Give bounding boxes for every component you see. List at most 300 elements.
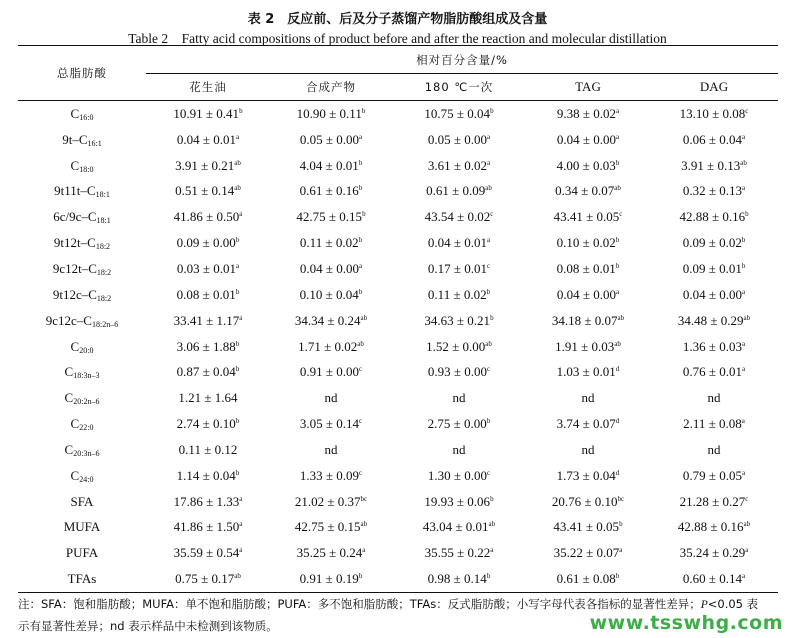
cell-value: 0.05 ± 0.00 xyxy=(427,131,488,147)
cell-value: 1.03 ± 0.01 xyxy=(556,364,616,380)
cell-value: 33.41 ± 1.17 xyxy=(173,312,240,328)
table-row xyxy=(18,540,778,566)
cell-value: 0.03 ± 0.01 xyxy=(176,260,237,276)
cell-value: 0.09 ± 0.01 xyxy=(682,260,742,276)
table-cell xyxy=(270,334,392,360)
table-row xyxy=(18,308,778,334)
header-col-180c-once: 180 ℃一次 xyxy=(392,74,526,101)
cell-value: 20.76 ± 0.10 xyxy=(551,493,618,509)
significance-letter: c xyxy=(359,417,363,426)
cell-value: 0.17 ± 0.01 xyxy=(427,260,488,276)
row-label xyxy=(18,411,146,437)
significance-letter: b xyxy=(490,494,494,503)
cell-value: 35.22 ± 0.07 xyxy=(553,545,620,561)
table-cell xyxy=(392,179,526,205)
table-cell xyxy=(650,566,778,592)
cell-value: 0.11 ± 0.12 xyxy=(178,441,238,457)
table-cell xyxy=(146,334,270,360)
row-label-name: 9t–C xyxy=(62,131,88,147)
cell-value: 1.21 ± 1.64 xyxy=(178,390,238,406)
table-cell xyxy=(146,101,270,127)
significance-letter: a xyxy=(239,546,243,555)
table-row xyxy=(18,334,778,360)
table-cell xyxy=(526,359,650,385)
table-cell xyxy=(270,540,392,566)
significance-letter: b xyxy=(235,468,240,477)
table-cell xyxy=(146,256,270,282)
row-label-name: PUFA xyxy=(65,545,99,561)
table-cell xyxy=(650,308,778,334)
significance-letter: ab xyxy=(740,158,747,167)
significance-letter: a xyxy=(741,417,745,426)
row-label xyxy=(18,204,146,230)
cell-value: 35.59 ± 0.54 xyxy=(173,545,240,561)
row-label-subscript: 20:2n–6 xyxy=(73,397,100,407)
table-cell xyxy=(392,411,526,437)
table-cell xyxy=(146,540,270,566)
row-label-name: C xyxy=(64,364,74,380)
significance-letter: ab xyxy=(234,184,241,193)
cell-value: 0.08 ± 0.01 xyxy=(176,286,236,302)
significance-letter: a xyxy=(359,261,363,270)
table-cell xyxy=(146,359,270,385)
significance-letter: a xyxy=(619,546,623,555)
table-cell xyxy=(650,411,778,437)
table-row xyxy=(18,153,778,179)
header-col-peanut-oil: 花生油 xyxy=(146,74,270,101)
cell-value: 13.10 ± 0.08 xyxy=(679,105,746,121)
cell-value: nd xyxy=(324,390,338,406)
cell-value: 3.06 ± 1.88 xyxy=(176,338,236,354)
table-cell xyxy=(526,153,650,179)
cell-value: 10.75 ± 0.04 xyxy=(424,105,491,121)
cell-value: 2.75 ± 0.00 xyxy=(427,416,487,432)
row-label-name: 9t11t–C xyxy=(54,183,96,199)
row-label-subscript: 18:3n–3 xyxy=(73,371,100,381)
table-cell xyxy=(650,256,778,282)
cell-value: 10.90 ± 0.11 xyxy=(296,105,362,121)
cell-value: 34.18 ± 0.07 xyxy=(551,312,618,328)
table-cell xyxy=(526,127,650,153)
significance-letter: b xyxy=(486,572,491,581)
significance-letter: b xyxy=(615,158,620,167)
row-label xyxy=(18,489,146,515)
row-label xyxy=(18,334,146,360)
table-cell xyxy=(270,179,392,205)
row-label xyxy=(18,101,146,127)
significance-letter: ab xyxy=(485,339,492,348)
cell-value: 0.76 ± 0.01 xyxy=(682,364,743,380)
table-cell xyxy=(270,437,392,463)
table-cell xyxy=(392,489,526,515)
row-label-name: C xyxy=(70,157,80,173)
cell-value: 21.02 ± 0.37 xyxy=(294,493,361,509)
cell-value: nd xyxy=(324,441,338,457)
table-cell xyxy=(526,515,650,541)
significance-letter: c xyxy=(487,365,491,374)
table-cell xyxy=(392,256,526,282)
row-label xyxy=(18,566,146,592)
table-cell xyxy=(526,230,650,256)
table-cell xyxy=(392,204,526,230)
cell-value: 10.91 ± 0.41 xyxy=(173,105,240,121)
table-cell xyxy=(650,127,778,153)
cell-value: 42.88 ± 0.16 xyxy=(677,519,744,535)
table-cell xyxy=(650,359,778,385)
row-label-subscript: 16:1 xyxy=(87,138,102,148)
table-cell xyxy=(526,256,650,282)
table-cell xyxy=(392,153,526,179)
row-label xyxy=(18,359,146,385)
cell-value: 2.11 ± 0.08 xyxy=(683,416,742,432)
cell-value: 0.91 ± 0.19 xyxy=(299,571,359,587)
table-cell xyxy=(392,127,526,153)
table-cell xyxy=(146,179,270,205)
fatty-acid-table xyxy=(18,45,778,593)
table-row xyxy=(18,127,778,153)
significance-letter: b xyxy=(358,158,363,167)
row-label-name: C xyxy=(64,390,74,406)
cell-value: 1.52 ± 0.00 xyxy=(426,338,486,354)
table-cell xyxy=(650,282,778,308)
significance-letter: a xyxy=(239,313,243,322)
significance-letter: a xyxy=(742,339,746,348)
table-cell xyxy=(270,489,392,515)
row-label xyxy=(18,308,146,334)
table-cell xyxy=(650,101,778,127)
significance-letter: ab xyxy=(234,158,241,167)
significance-letter: a xyxy=(239,520,243,529)
table-row xyxy=(18,463,778,489)
cell-value: 0.11 ± 0.02 xyxy=(299,235,359,251)
cell-value: 1.30 ± 0.00 xyxy=(427,467,488,483)
row-label-subscript: 20:0 xyxy=(79,345,94,355)
cell-value: 4.04 ± 0.01 xyxy=(299,157,359,173)
cell-value: 0.04 ± 0.00 xyxy=(556,286,617,302)
row-label-subscript: 18:2 xyxy=(95,242,111,252)
cell-value: 3.91 ± 0.21 xyxy=(175,157,235,173)
row-label-subscript: 18:0 xyxy=(79,164,94,174)
table-cell xyxy=(146,204,270,230)
table-title-en: Table 2 Fatty acid compositions of product before and after the reaction and molecular distillation xyxy=(128,31,667,46)
table-cell xyxy=(146,437,270,463)
significance-letter: c xyxy=(487,468,491,477)
table-row xyxy=(18,411,778,437)
significance-letter: b xyxy=(615,261,620,270)
significance-letter: b xyxy=(745,210,749,219)
cell-value: 3.05 ± 0.14 xyxy=(299,416,360,432)
significance-letter: a xyxy=(616,106,620,115)
table-cell xyxy=(146,411,270,437)
table-cell xyxy=(270,282,392,308)
significance-letter: b xyxy=(486,287,491,296)
cell-value: 0.79 ± 0.05 xyxy=(682,467,743,483)
cell-value: 3.61 ± 0.02 xyxy=(427,157,488,173)
table-row xyxy=(18,230,778,256)
cell-value: 0.09 ± 0.00 xyxy=(176,235,236,251)
table-cell xyxy=(270,308,392,334)
significance-letter: ab xyxy=(614,339,621,348)
row-label xyxy=(18,437,146,463)
row-label-subscript: 24:0 xyxy=(79,474,94,484)
significance-letter: c xyxy=(745,106,749,115)
cell-value: 0.11 ± 0.02 xyxy=(427,286,487,302)
cell-value: nd xyxy=(581,390,595,406)
row-label-subscript: 18:1 xyxy=(95,190,110,200)
cell-value: 0.05 ± 0.00 xyxy=(299,131,360,147)
cell-value: 0.04 ± 0.00 xyxy=(682,286,743,302)
table-cell xyxy=(392,540,526,566)
row-label-name: 6c/9c–C xyxy=(53,209,97,225)
cell-value: 1.71 ± 0.02 xyxy=(298,338,358,354)
cell-value: 34.63 ± 0.21 xyxy=(424,312,491,328)
table-row xyxy=(18,282,778,308)
footnote-text-3: 示有显著性差异；nd 表示样品中未检测到该物质。 xyxy=(18,619,278,633)
cell-value: 0.10 ± 0.04 xyxy=(299,286,359,302)
significance-letter: b xyxy=(619,520,623,529)
significance-letter: b xyxy=(358,287,363,296)
significance-letter: c xyxy=(359,468,363,477)
row-label-subscript: 18:1 xyxy=(96,216,111,226)
significance-letter: a xyxy=(236,261,240,270)
table-cell xyxy=(270,359,392,385)
table-cell xyxy=(650,540,778,566)
table-cell xyxy=(650,153,778,179)
significance-letter: ab xyxy=(614,184,621,193)
table-row xyxy=(18,101,778,127)
table-cell xyxy=(650,463,778,489)
significance-letter: d xyxy=(615,417,620,426)
site-watermark: www.tsswhg.com xyxy=(589,612,783,634)
significance-letter: c xyxy=(619,210,623,219)
header-col-tag: TAG xyxy=(526,74,650,101)
significance-letter: a xyxy=(616,287,620,296)
table-cell xyxy=(270,463,392,489)
significance-letter: b xyxy=(358,184,363,193)
significance-letter: ab xyxy=(743,520,751,529)
table-cell xyxy=(526,308,650,334)
cell-value: 0.04 ± 0.00 xyxy=(556,131,617,147)
table-row xyxy=(18,515,778,541)
significance-letter: b xyxy=(615,236,620,245)
table-cell xyxy=(146,153,270,179)
row-label xyxy=(18,540,146,566)
significance-letter: b xyxy=(358,236,363,245)
table-cell xyxy=(146,463,270,489)
table-cell xyxy=(526,411,650,437)
table-row xyxy=(18,204,778,230)
significance-letter: a xyxy=(742,365,746,374)
cell-value: 21.28 ± 0.27 xyxy=(679,493,746,509)
significance-letter: ab xyxy=(743,313,751,322)
footnote-p-symbol: P xyxy=(700,599,708,611)
row-label xyxy=(18,385,146,411)
significance-letter: d xyxy=(615,365,620,374)
cell-value: 1.36 ± 0.03 xyxy=(682,338,743,354)
table-row xyxy=(18,385,778,411)
table-cell xyxy=(270,566,392,592)
significance-letter: ab xyxy=(617,313,625,322)
significance-letter: b xyxy=(235,365,240,374)
cell-value: 42.88 ± 0.16 xyxy=(679,209,746,225)
significance-letter: b xyxy=(361,106,366,115)
header-relative-content: 相对百分含量/% xyxy=(146,46,778,74)
row-label-name: C xyxy=(70,416,80,432)
table-cell xyxy=(650,230,778,256)
row-label-subscript: 18:2 xyxy=(96,267,112,277)
table-cell xyxy=(650,515,778,541)
significance-letter: a xyxy=(487,132,491,141)
header-col-dag: DAG xyxy=(650,74,778,101)
significance-letter: c xyxy=(487,261,491,270)
table-cell xyxy=(392,230,526,256)
table-cell xyxy=(146,127,270,153)
footnote-text-2: <0.05 表 xyxy=(707,597,759,611)
row-label xyxy=(18,463,146,489)
significance-letter: b xyxy=(490,313,494,322)
cell-value: 0.04 ± 0.01 xyxy=(427,235,488,251)
table-cell xyxy=(392,359,526,385)
cell-value: 4.00 ± 0.03 xyxy=(556,157,616,173)
significance-letter: b xyxy=(239,106,243,115)
cell-value: 0.04 ± 0.01 xyxy=(176,131,237,147)
row-label-name: 9c12c–C xyxy=(45,312,92,328)
table-cell xyxy=(392,334,526,360)
cell-value: 0.93 ± 0.00 xyxy=(427,364,488,380)
significance-letter: b xyxy=(235,417,240,426)
cell-value: 0.61 ± 0.08 xyxy=(556,571,616,587)
table-cell xyxy=(270,101,392,127)
significance-letter: a xyxy=(742,572,746,581)
table-cell xyxy=(650,489,778,515)
header-fatty-acid: 总脂肪酸 xyxy=(18,46,146,101)
table-cell xyxy=(392,463,526,489)
cell-value: 0.34 ± 0.07 xyxy=(555,183,615,199)
significance-letter: bc xyxy=(617,494,625,503)
row-label-subscript: 18:2n–6 xyxy=(91,319,119,329)
cell-value: 43.41 ± 0.05 xyxy=(553,519,620,535)
cell-value: 0.61 ± 0.09 xyxy=(426,183,486,199)
cell-value: nd xyxy=(581,441,595,457)
table-cell xyxy=(392,101,526,127)
significance-letter: c xyxy=(359,365,363,374)
significance-letter: a xyxy=(742,132,746,141)
cell-value: 17.86 ± 1.33 xyxy=(173,493,240,509)
cell-value: nd xyxy=(452,390,466,406)
row-label-name: C xyxy=(64,441,74,457)
table-cell xyxy=(392,437,526,463)
cell-value: 34.34 ± 0.24 xyxy=(294,312,361,328)
table-row xyxy=(18,359,778,385)
row-label-name: 9t12c–C xyxy=(52,286,97,302)
row-label-name: C xyxy=(70,105,80,121)
cell-value: nd xyxy=(707,441,721,457)
row-label xyxy=(18,153,146,179)
table-cell xyxy=(650,334,778,360)
table-cell xyxy=(650,385,778,411)
cell-value: 1.91 ± 0.03 xyxy=(555,338,615,354)
table-cell xyxy=(270,153,392,179)
table-cell xyxy=(146,515,270,541)
significance-letter: a xyxy=(742,287,746,296)
table-cell xyxy=(392,515,526,541)
table-body xyxy=(18,101,778,593)
cell-value: 0.09 ± 0.02 xyxy=(682,235,742,251)
cell-value: 9.38 ± 0.02 xyxy=(556,105,617,121)
table-cell xyxy=(526,179,650,205)
significance-letter: b xyxy=(235,287,240,296)
significance-letter: a xyxy=(239,210,243,219)
table-cell xyxy=(146,308,270,334)
significance-letter: a xyxy=(490,546,494,555)
significance-letter: a xyxy=(742,468,746,477)
cell-value: 0.10 ± 0.02 xyxy=(556,235,616,251)
table-cell xyxy=(270,204,392,230)
significance-letter: a xyxy=(239,494,243,503)
table-row xyxy=(18,256,778,282)
table-row xyxy=(18,489,778,515)
row-label-name: TFAs xyxy=(67,571,97,587)
cell-value: nd xyxy=(707,390,721,406)
cell-value: 0.32 ± 0.13 xyxy=(682,183,743,199)
table-cell xyxy=(526,540,650,566)
table-title-cn: 表 2 反应前、后及分子蒸馏产物脂肪酸组成及含量 xyxy=(247,12,548,27)
table-row xyxy=(18,566,778,592)
row-label xyxy=(18,256,146,282)
significance-letter: b xyxy=(615,572,620,581)
cell-value: 42.75 ± 0.15 xyxy=(296,209,363,225)
table-cell xyxy=(146,385,270,411)
table-cell xyxy=(526,334,650,360)
cell-value: 0.04 ± 0.00 xyxy=(299,260,360,276)
cell-value: 1.33 ± 0.09 xyxy=(299,467,360,483)
table-cell xyxy=(270,256,392,282)
table-cell xyxy=(526,101,650,127)
table-row xyxy=(18,437,778,463)
row-label-name: SFA xyxy=(70,493,94,509)
row-label-subscript: 18:2 xyxy=(96,293,112,303)
cell-value: 0.87 ± 0.04 xyxy=(176,364,236,380)
table-row xyxy=(18,179,778,205)
table-cell xyxy=(526,385,650,411)
cell-value: 0.98 ± 0.14 xyxy=(427,571,487,587)
row-label-subscript: 22:0 xyxy=(79,423,94,433)
table-cell xyxy=(526,463,650,489)
table-cell xyxy=(270,385,392,411)
significance-letter: ab xyxy=(357,339,364,348)
cell-value: 34.48 ± 0.29 xyxy=(677,312,744,328)
significance-letter: c xyxy=(745,494,749,503)
significance-letter: b xyxy=(235,236,240,245)
significance-letter: a xyxy=(742,184,746,193)
cell-value: 41.86 ± 0.50 xyxy=(173,209,240,225)
cell-value: 43.04 ± 0.01 xyxy=(422,519,489,535)
cell-value: 1.14 ± 0.04 xyxy=(176,467,236,483)
cell-value: 0.91 ± 0.00 xyxy=(299,364,360,380)
table-cell xyxy=(526,437,650,463)
significance-letter: b xyxy=(490,106,494,115)
significance-letter: ab xyxy=(488,520,496,529)
cell-value: 0.08 ± 0.01 xyxy=(556,260,616,276)
row-label-name: C xyxy=(70,338,80,354)
row-label-name: 9t12t–C xyxy=(53,235,96,251)
significance-letter: ab xyxy=(485,184,492,193)
cell-value: 35.55 ± 0.22 xyxy=(424,545,491,561)
cell-value: 35.24 ± 0.29 xyxy=(679,545,746,561)
cell-value: 2.74 ± 0.10 xyxy=(176,416,236,432)
cell-value: 0.60 ± 0.14 xyxy=(682,571,743,587)
table-cell xyxy=(146,282,270,308)
